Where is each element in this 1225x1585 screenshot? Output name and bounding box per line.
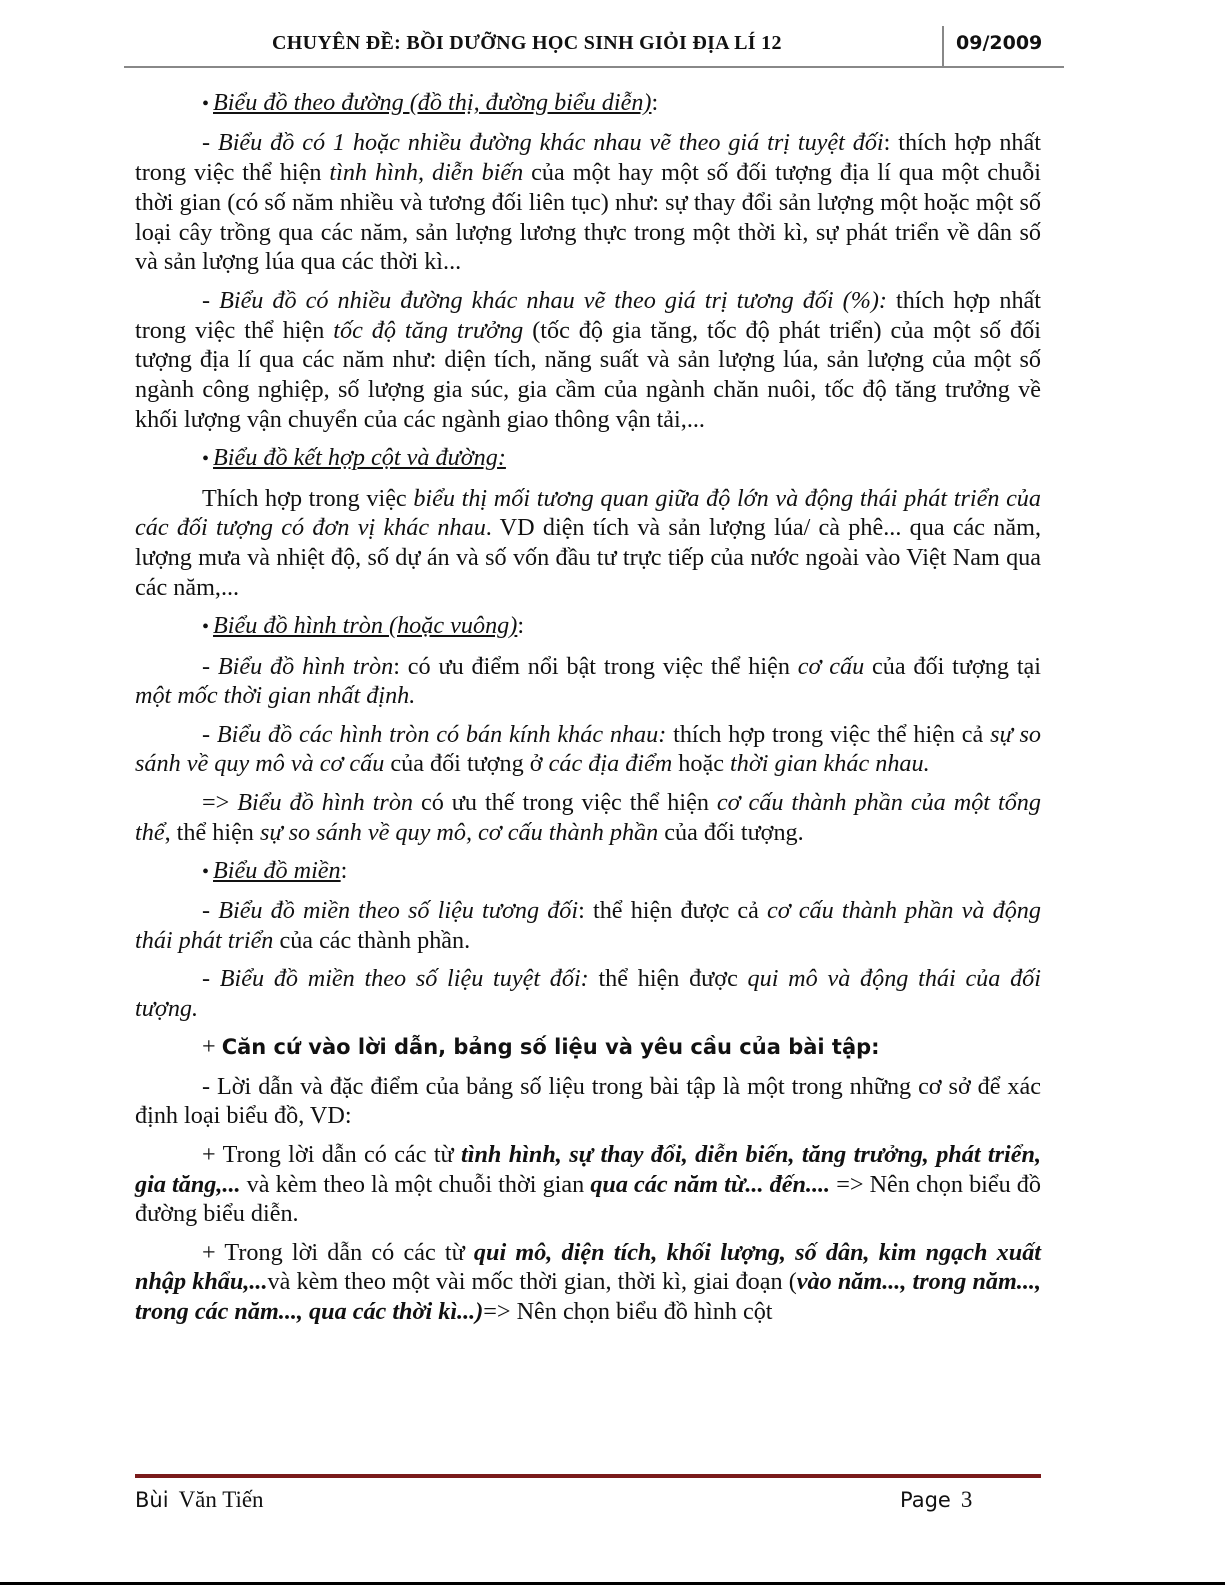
paragraph: - Biểu đồ hình tròn: có ưu điểm nổi bật trong việc thể hiện cơ cấu của đối tượng tại một mốc thời gian nhất định. bbox=[135, 652, 1042, 710]
page-number: 3 bbox=[960, 1487, 973, 1512]
header-divider bbox=[942, 26, 944, 66]
bullet-pie-chart: • Biểu đồ hình tròn (hoặc vuông): bbox=[202, 612, 525, 640]
header-title: CHUYÊN ĐỀ: BỒI DƯỠNG HỌC SINH GIỎI ĐỊA LÍ 12 bbox=[272, 32, 782, 54]
bullet-icon: • bbox=[202, 616, 210, 639]
bullet-icon: • bbox=[202, 860, 210, 883]
section-title: Biểu đồ miền bbox=[213, 856, 341, 884]
paragraph: - Lời dẫn và đặc điểm của bảng số liệu trong bài tập là một trong những cơ sở để xác định loại biểu đồ, VD: bbox=[135, 1072, 1041, 1130]
bullet-line-chart: • Biểu đồ theo đường (đồ thị, đường biểu diễn): bbox=[202, 89, 659, 116]
paragraph: + Trong lời dẫn có các từ qui mô, diện tích, khối lượng, số dân, kim ngạch xuất nhập khẩu,...và kèm theo một vài mốc thời gian, thời kì, giai đoạn (vào năm..., trong năm..., trong các năm..., qua các thời kì...)=> Nên chọn biểu đồ hình cột bbox=[135, 1238, 1042, 1326]
paragraph: - Biểu đồ có 1 hoặc nhiều đường khác nhau vẽ theo giá trị tuyệt đối: thích hợp nhất trong việc thể hiện tình hình, diễn biến của một hay một số đối tượng địa lí qua một chuỗi thời gian (có số năm nhiều và tương đối liên tục) như: sự thay đổi sản lượng một hoặc một số loại cây trồng qua các năm, sản lượng lương thực trong một thời kì, sự phát triển về dân số và sản lượng lúa qua các thời kì... bbox=[135, 129, 1041, 276]
section-title: Biểu đồ hình tròn (hoặc vuông) bbox=[213, 612, 518, 640]
paragraph: - Biểu đồ miền theo số liệu tương đối: thể hiện được cả cơ cấu thành phần và động thái phát triển của các thành phần. bbox=[135, 897, 1041, 954]
section-title: Biểu đồ theo đường (đồ thị, đường biểu diễn) bbox=[213, 89, 652, 116]
section-title: Biểu đồ kết hợp cột và đường: bbox=[213, 444, 506, 472]
bullet-icon: • bbox=[202, 93, 210, 115]
paragraph: - Biểu đồ có nhiều đường khác nhau vẽ theo giá trị tương đối (%): thích hợp nhất trong việc thể hiện tốc độ tăng trưởng (tốc độ gia tăng, tốc độ phát triển) của một số đối tượng địa lí qua các năm như: diện tích, năng suất và sản lượng lúa, sản lượng của một số ngành công nghiệp, số lượng gia súc, gia cầm của ngành chăn nuôi, tốc độ tăng trưởng về khối lượng vận chuyển của các ngành giao thông vận tải,... bbox=[135, 286, 1042, 433]
paragraph: => Biểu đồ hình tròn có ưu thế trong việc thể hiện cơ cấu thành phần của một tổng thể, thể hiện sự so sánh về quy mô, cơ cấu thành phần của đối tượng. bbox=[135, 788, 1041, 846]
page-label: Page bbox=[900, 1488, 951, 1512]
bullet-icon: • bbox=[202, 448, 210, 471]
document-body bbox=[135, 88, 1041, 1335]
paragraph: - Biểu đồ miền theo số liệu tuyệt đối: thể hiện được qui mô và động thái của đối tượng. bbox=[135, 965, 1041, 1023]
bullet-area-chart: • Biểu đồ miền: bbox=[202, 856, 348, 884]
page-header bbox=[124, 22, 1064, 68]
paragraph: Thích hợp trong việc biểu thị mối tương quan giữa độ lớn và động thái phát triển của các đối tượng có đơn vị khác nhau. VD diện tích và sản lượng lúa/ cà phê... qua các năm, lượng mưa và nhiệt độ, số dự án và số vốn đầu tư trực tiếp của nước ngoài vào Việt Nam qua các năm,... bbox=[135, 484, 1041, 601]
footer-page-number bbox=[900, 1487, 972, 1513]
header-date: 09/2009 bbox=[956, 32, 1043, 54]
author-last-name: Văn Tiến bbox=[178, 1487, 264, 1512]
paragraph: + Trong lời dẫn có các từ tình hình, sự thay đổi, diễn biến, tăng trưởng, phát triển, gia tăng,... và kèm theo là một chuỗi thời gian qua các năm từ... đến.... => Nên chọn biểu đồ đường biểu diễn. bbox=[135, 1140, 1041, 1228]
footer-author bbox=[135, 1487, 264, 1513]
bullet-combo-chart bbox=[135, 443, 1041, 475]
author-first-name: Bùi bbox=[135, 1488, 169, 1512]
paragraph: - Biểu đồ các hình tròn có bán kính khác nhau: thích hợp trong việc thể hiện cả sự so sánh về quy mô và cơ cấu của đối tượng ở các địa điểm hoặc thời gian khác nhau. bbox=[135, 720, 1041, 778]
section-heading: + Căn cứ vào lời dẫn, bảng số liệu và yêu cầu của bài tập: bbox=[202, 1033, 880, 1061]
footer-divider bbox=[135, 1474, 1041, 1478]
